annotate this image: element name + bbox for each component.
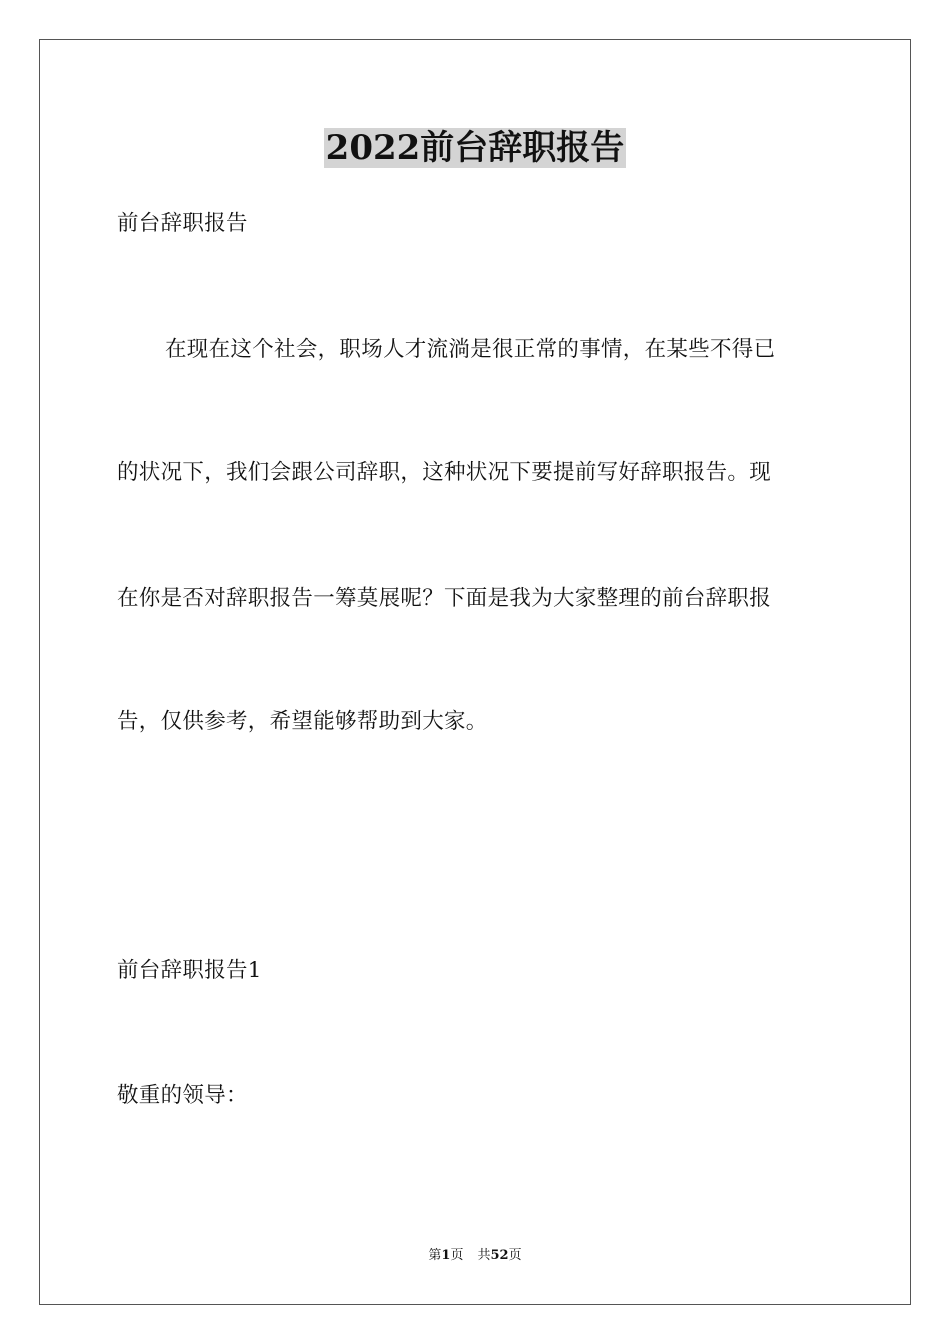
document-title-text: 2022前台辞职报告 xyxy=(325,128,625,168)
footer-page-current: 1 xyxy=(441,1248,451,1263)
page-footer xyxy=(0,1247,950,1265)
document-title xyxy=(0,126,950,170)
footer-total-prefix: 共 xyxy=(477,1248,491,1263)
footer-page-unit: 页 xyxy=(450,1248,464,1263)
footer-page-prefix: 第 xyxy=(428,1248,442,1263)
paragraph-line: 在你是否对辞职报告一筹莫展呢？下面是我为大家整理的前台辞职报 xyxy=(117,586,772,611)
section-heading: 前台辞职报告 xyxy=(117,211,248,236)
salutation: 敬重的领导： xyxy=(117,1083,248,1108)
footer-total-unit: 页 xyxy=(508,1248,522,1263)
paragraph-line: 的状况下，我们会跟公司辞职，这种状况下要提前写好辞职报告。现 xyxy=(117,460,772,485)
subsection-heading: 前台辞职报告1 xyxy=(117,958,262,983)
paragraph-line: 告，仅供参考，希望能够帮助到大家。 xyxy=(117,709,488,734)
paragraph-line: 在现在这个社会，职场人才流淌是很正常的事情，在某些不得已 xyxy=(165,337,776,362)
footer-page-total: 52 xyxy=(490,1248,509,1263)
